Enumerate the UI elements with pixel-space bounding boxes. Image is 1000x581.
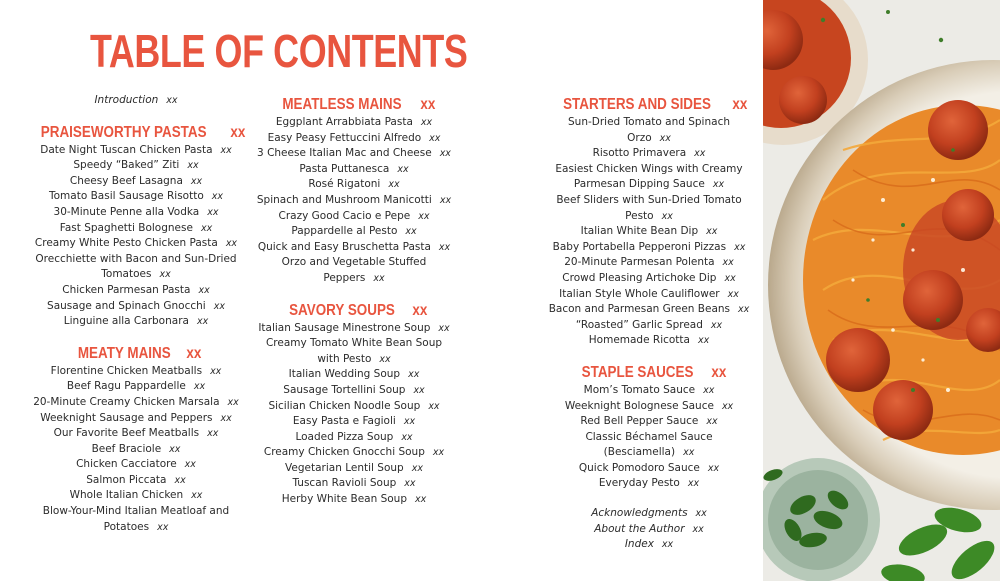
section-heading[interactable]	[254, 301, 454, 321]
entry-page: xx	[373, 272, 385, 284]
toc-entry-red-bell-pepper-sauce[interactable]	[545, 414, 753, 430]
entry-page: xx	[403, 416, 416, 428]
toc-entry-baby-portabella-pepperoni-pizzas[interactable]	[545, 240, 753, 256]
entry-label: Spinach and Mushroom Manicotti	[256, 193, 432, 206]
entry-page: xx	[220, 412, 232, 424]
entry-label: Introduction	[94, 94, 159, 106]
entry-page: xx	[379, 353, 391, 365]
entry-page: xx	[418, 210, 430, 222]
toc-entry-orecchiette-with-bacon-and-sun-dried-tomatoes[interactable]	[16, 252, 256, 283]
toc-entry-mom-s-tomato-sauce[interactable]	[545, 383, 753, 399]
entry-label: Acknowledgments	[591, 507, 688, 520]
entry-label: Eggplant Arrabbiata Pasta	[275, 116, 413, 128]
section-heading-text: MEATLESS MAINS	[282, 96, 402, 113]
entry-page: xx	[703, 384, 715, 396]
entry-label: Cheesy Beef Lasagna	[69, 174, 183, 187]
entry-label: Whole Italian Chicken	[69, 489, 184, 502]
entry-page: xx	[187, 160, 199, 172]
toc-entry-weeknight-bolognese-sauce[interactable]	[545, 399, 753, 415]
entry-label: Blow-Your-Mind Italian Meatloaf and Potatoes	[42, 505, 230, 533]
toc-entry-weeknight-sausage-and-peppers[interactable]	[16, 411, 256, 427]
entry-page: xx	[438, 322, 450, 334]
entry-page: xx	[207, 206, 219, 218]
entry-page: xx	[157, 521, 169, 533]
entry-label: Pappardelle al Pesto	[291, 225, 398, 238]
section-heading[interactable]	[16, 344, 256, 364]
food-photo	[763, 0, 1000, 581]
entry-label: Beef Ragu Pappardelle	[66, 380, 186, 393]
page-title: TABLE OF CONTENTS	[90, 25, 468, 77]
entry-page: xx	[712, 179, 725, 191]
section-heading-page: xx	[186, 344, 202, 362]
back-matter	[545, 506, 753, 553]
entry-label: Our Favorite Beef Meatballs	[53, 427, 200, 440]
entry-page: xx	[413, 384, 425, 396]
toc-entry-creamy-chicken-gnocchi-soup[interactable]	[254, 445, 454, 461]
entry-label: Italian Style Whole Cauliflower	[559, 287, 720, 300]
toc-entry-florentine-chicken-meatballs[interactable]	[16, 364, 256, 380]
toc-entry-acknowledgments[interactable]	[545, 506, 753, 522]
entry-label: “Roasted” Garlic Spread	[575, 318, 703, 331]
entry-page: xx	[438, 241, 451, 253]
entry-label: Easy Pasta e Fagioli	[292, 415, 396, 428]
toc-entry-speedy-baked-ziti[interactable]	[16, 158, 256, 174]
toc-entry-chicken-cacciatore[interactable]	[16, 457, 256, 473]
entry-label: Index	[624, 538, 654, 551]
toc-entry-loaded-pizza-soup[interactable]	[254, 430, 454, 446]
entry-page: xx	[404, 478, 416, 490]
entry-page: xx	[207, 428, 219, 440]
entry-label: Creamy White Pesto Chicken Pasta	[34, 237, 218, 250]
toc-entry-blow-your-mind-italian-meatloaf-and-potatoes[interactable]	[16, 504, 256, 535]
entry-page: xx	[429, 132, 441, 144]
entry-label: Crazy Good Cacio e Pepe	[278, 209, 411, 222]
section-heading-page: xx	[732, 96, 748, 113]
entry-page: xx	[174, 474, 186, 486]
toc-entry-eggplant-arrabbiata-pasta[interactable]	[254, 115, 454, 131]
toc-column-1	[16, 93, 256, 535]
toc-entry-italian-style-whole-cauliflower[interactable]	[545, 287, 753, 303]
entry-page: xx	[190, 175, 203, 187]
section-meaty-mains	[16, 344, 256, 536]
entry-page: xx	[724, 272, 736, 284]
entry-label: Italian Wedding Soup	[288, 368, 401, 381]
entry-label: Tuscan Ravioli Soup	[292, 477, 397, 490]
entry-page: xx	[210, 365, 222, 377]
toc-entry-everyday-pesto[interactable]	[545, 476, 753, 492]
entry-page: xx	[432, 447, 445, 459]
entry-page: xx	[198, 284, 210, 296]
toc-entry-fast-spaghetti-bolognese[interactable]	[16, 221, 256, 237]
toc-entry-easy-peasy-fettuccini-alfredo[interactable]	[254, 131, 454, 147]
entry-label: Red Bell Pepper Sauce	[580, 415, 699, 428]
toc-entry-30-minute-penne-alla-vodka[interactable]	[16, 205, 256, 221]
entry-label: Rosé Rigatoni	[308, 178, 381, 191]
toc-entry-roasted-garlic-spread[interactable]	[545, 318, 753, 334]
toc-entry-3-cheese-italian-mac-and-cheese[interactable]	[254, 146, 454, 162]
toc-entry-sun-dried-tomato-and-spinach-orzo[interactable]	[545, 115, 753, 146]
entry-label: 3 Cheese Italian Mac and Cheese	[257, 147, 432, 160]
entry-label: Tomato Basil Sausage Risotto	[48, 190, 204, 203]
entry-page: xx	[738, 304, 750, 316]
toc-entry-creamy-tomato-white-bean-soup-with-pesto[interactable]	[254, 336, 454, 367]
entry-label: Classic Béchamel Sauce (Besciamella)	[585, 430, 713, 459]
section-heading-page: xx	[230, 123, 246, 141]
toc-entry-pappardelle-al-pesto[interactable]	[254, 224, 454, 240]
toc-entry-crowd-pleasing-artichoke-dip[interactable]	[545, 271, 753, 287]
entry-page: xx	[721, 400, 734, 412]
section-heading[interactable]	[545, 363, 753, 383]
entry-label: Orecchiette with Bacon and Sun-Dried Tomatoes	[35, 252, 237, 281]
entry-label: Homemade Ricotta	[588, 334, 690, 347]
entry-label: Sicilian Chicken Noodle Soup	[268, 399, 421, 412]
entry-page: xx	[706, 226, 718, 238]
toc-entry-sausage-and-spinach-gnocchi[interactable]	[16, 299, 256, 315]
toc-entry-homemade-ricotta[interactable]	[545, 333, 753, 349]
entry-page: xx	[661, 539, 674, 551]
toc-entry-date-night-tuscan-chicken-pasta[interactable]	[16, 143, 256, 159]
entry-label: Italian Sausage Minestrone Soup	[258, 321, 431, 334]
entry-page: xx	[401, 431, 413, 443]
entry-label: Date Night Tuscan Chicken Pasta	[40, 143, 213, 156]
toc-column-3	[545, 95, 753, 553]
toc-entry-risotto-primavera[interactable]	[545, 146, 753, 162]
toc-entry-beef-ragu-pappardelle[interactable]	[16, 379, 256, 395]
section-heading[interactable]	[254, 95, 454, 115]
entry-label: Sausage Tortellini Soup	[283, 383, 406, 396]
entry-label: Everyday Pesto	[598, 477, 680, 490]
entry-page: xx	[710, 319, 723, 331]
entry-page: xx	[169, 443, 181, 455]
entry-page: xx	[707, 462, 720, 474]
toc-entry-italian-sausage-minestrone-soup[interactable]	[254, 321, 454, 337]
toc-entry-quick-and-easy-bruschetta-pasta[interactable]	[254, 240, 454, 256]
section-savory-soups	[254, 301, 454, 508]
entry-page: xx	[411, 462, 423, 474]
toc-entry-whole-italian-chicken[interactable]	[16, 488, 256, 504]
entry-label: About the Author	[594, 522, 685, 535]
toc-entry-quick-pomodoro-sauce[interactable]	[545, 461, 753, 477]
entry-page: xx	[200, 222, 213, 234]
toc-entry-easy-pasta-e-fagioli[interactable]	[254, 414, 454, 430]
toc-entry-italian-wedding-soup[interactable]	[254, 367, 454, 383]
entry-label: Loaded Pizza Soup	[295, 430, 394, 443]
toc-entry-bacon-and-parmesan-green-beans[interactable]	[545, 302, 753, 318]
entry-label: Vegetarian Lentil Soup	[285, 461, 404, 474]
entry-page: xx	[697, 335, 710, 347]
entry-label: Quick Pomodoro Sauce	[578, 461, 700, 474]
entry-page: xx	[213, 300, 225, 312]
entry-page: xx	[408, 369, 420, 381]
entry-page: xx	[193, 381, 206, 393]
entry-label: 20-Minute Creamy Chicken Marsala	[33, 395, 220, 408]
entry-label: Risotto Primavera	[592, 147, 687, 160]
section-heading[interactable]	[16, 123, 256, 143]
entry-page: xx	[734, 241, 746, 253]
entry-label: Linguine alla Carbonara	[63, 315, 189, 328]
section-heading-text: SAVORY SOUPS	[289, 301, 396, 319]
entry-label: Sausage and Spinach Gnocchi	[47, 299, 206, 312]
entry-page: xx	[439, 148, 451, 160]
toc-entry-pasta-puttanesca[interactable]	[254, 162, 454, 178]
toc-entry-our-favorite-beef-meatballs[interactable]	[16, 426, 256, 442]
entry-page: xx	[220, 144, 232, 156]
entry-label: 20-Minute Parmesan Polenta	[564, 256, 715, 269]
toc-entry-herby-white-bean-soup[interactable]	[254, 492, 454, 508]
toc-entry-sicilian-chicken-noodle-soup[interactable]	[254, 399, 454, 415]
entry-label: Weeknight Sausage and Peppers	[40, 411, 213, 424]
entry-page: xx	[225, 238, 238, 250]
entry-label: Mom’s Tomato Sauce	[583, 383, 696, 396]
entry-page: xx	[184, 459, 196, 471]
entry-page: xx	[196, 316, 209, 328]
section-heading-page: xx	[412, 301, 428, 319]
toc-entry-tomato-basil-sausage-risotto[interactable]	[16, 189, 256, 205]
spaghetti-meatballs-image	[763, 0, 1000, 581]
entry-page: xx	[683, 447, 695, 459]
toc-entry-cheesy-beef-lasagna[interactable]	[16, 174, 256, 190]
entry-page: xx	[692, 523, 704, 535]
entry-label: Pasta Puttanesca	[299, 162, 390, 175]
toc-entry-orzo-and-vegetable-stuffed-peppers[interactable]	[254, 255, 454, 286]
entry-label: Bacon and Parmesan Green Beans	[548, 303, 731, 316]
entry-label: 30-Minute Penne alla Vodka	[53, 205, 200, 218]
section-entry-list	[545, 115, 753, 349]
entry-label: Chicken Cacciatore	[76, 458, 177, 471]
entry-page: xx	[159, 269, 171, 281]
section-staple-sauces	[545, 363, 753, 492]
entry-page: xx	[694, 148, 706, 160]
section-heading-page: xx	[711, 363, 726, 381]
toc-entry-introduction[interactable]	[16, 93, 256, 109]
toc-entry-beef-braciole[interactable]	[16, 442, 256, 458]
section-entry-list	[254, 115, 454, 287]
toc-entry-about-the-author[interactable]	[545, 522, 753, 538]
entry-label: Creamy Tomato White Bean Soup with Pesto	[265, 337, 443, 365]
toc-entry-beef-sliders-with-sun-dried-tomato-pesto[interactable]	[545, 193, 753, 224]
entry-page: xx	[166, 95, 178, 106]
entry-page: xx	[405, 226, 417, 238]
toc-entry-italian-white-bean-dip[interactable]	[545, 224, 753, 240]
toc-entry-20-minute-creamy-chicken-marsala[interactable]	[16, 395, 256, 411]
toc-entry-linguine-alla-carbonara[interactable]	[16, 314, 256, 330]
entry-label: Creamy Chicken Gnocchi Soup	[263, 446, 425, 459]
section-heading[interactable]	[545, 95, 753, 115]
toc-entry-vegetarian-lentil-soup[interactable]	[254, 461, 454, 477]
entry-page: xx	[211, 191, 223, 203]
toc-entry-crazy-good-cacio-e-pepe[interactable]	[254, 209, 454, 225]
section-heading-text: MEATY MAINS	[77, 344, 171, 362]
entry-page: xx	[388, 179, 400, 191]
section-heading-text: STARTERS AND SIDES	[563, 96, 712, 113]
entry-label: Beef Braciole	[91, 442, 162, 455]
toc-entry-classic-b-chamel-sauce-besciamella[interactable]	[545, 430, 753, 461]
entry-page: xx	[659, 132, 671, 144]
toc-column-2	[254, 95, 454, 508]
entry-page: xx	[191, 490, 203, 502]
section-praiseworthy-pastas	[16, 123, 256, 330]
entry-page: xx	[727, 288, 739, 300]
section-meatless-mains	[254, 95, 454, 287]
entry-label: Easy Peasy Fettuccini Alfredo	[267, 131, 422, 144]
entry-label: Herby White Bean Soup	[281, 493, 407, 506]
entry-page: xx	[695, 508, 707, 520]
entry-page: xx	[397, 163, 409, 175]
toc-entry-chicken-parmesan-pasta[interactable]	[16, 283, 256, 299]
section-heading-text: PRAISEWORTHY PASTAS	[41, 123, 207, 141]
entry-label: Weeknight Bolognese Sauce	[564, 399, 714, 412]
entry-label: Speedy “Baked” Ziti	[73, 159, 180, 172]
entry-label: Chicken Parmesan Pasta	[62, 283, 191, 296]
entry-page: xx	[722, 257, 734, 269]
entry-label: Quick and Easy Bruschetta Pasta	[257, 240, 431, 253]
entry-label: Sun-Dried Tomato and Spinach Orzo	[568, 116, 730, 144]
entry-page: xx	[428, 400, 440, 412]
toc-entry-ros-rigatoni[interactable]	[254, 177, 454, 193]
section-entry-list	[16, 143, 256, 330]
entry-label: Orzo and Vegetable Stuffed Peppers	[281, 256, 427, 284]
toc-entry-easiest-chicken-wings-with-creamy-parmesan-dipping-sauce[interactable]	[545, 162, 753, 193]
entry-page: xx	[439, 194, 452, 206]
toc-entry-creamy-white-pesto-chicken-pasta[interactable]	[16, 236, 256, 252]
toc-entry-sausage-tortellini-soup[interactable]	[254, 383, 454, 399]
entry-label: Fast Spaghetti Bolognese	[59, 221, 193, 234]
entry-label: Florentine Chicken Meatballs	[50, 364, 203, 377]
entry-label: Baby Portabella Pepperoni Pizzas	[552, 240, 727, 253]
toc-entry-20-minute-parmesan-polenta[interactable]	[545, 255, 753, 271]
entry-page: xx	[687, 478, 700, 490]
entry-label: Easiest Chicken Wings with Creamy Parmesan Dipping Sauce	[555, 162, 743, 191]
section-heading-text: STAPLE SAUCES	[581, 363, 693, 381]
entry-label: Beef Sliders with Sun-Dried Tomato Pesto	[556, 193, 742, 222]
toc-entry-salmon-piccata[interactable]	[16, 473, 256, 489]
section-entry-list	[254, 321, 454, 508]
section-entry-list	[545, 383, 753, 492]
section-heading-page: xx	[420, 96, 436, 113]
entry-page: xx	[415, 494, 427, 506]
entry-page: xx	[706, 416, 718, 428]
entry-page: xx	[227, 396, 239, 408]
entry-label: Italian White Bean Dip	[580, 225, 699, 238]
entry-page: xx	[420, 117, 433, 128]
toc-entry-index[interactable]	[545, 537, 753, 553]
entry-label: Crowd Pleasing Artichoke Dip	[562, 271, 717, 284]
section-starters-and-sides	[545, 95, 753, 349]
section-entry-list	[16, 364, 256, 536]
entry-label: Salmon Piccata	[86, 473, 167, 486]
entry-page: xx	[661, 210, 673, 222]
toc-entry-spinach-and-mushroom-manicotti[interactable]	[254, 193, 454, 209]
toc-entry-tuscan-ravioli-soup[interactable]	[254, 476, 454, 492]
